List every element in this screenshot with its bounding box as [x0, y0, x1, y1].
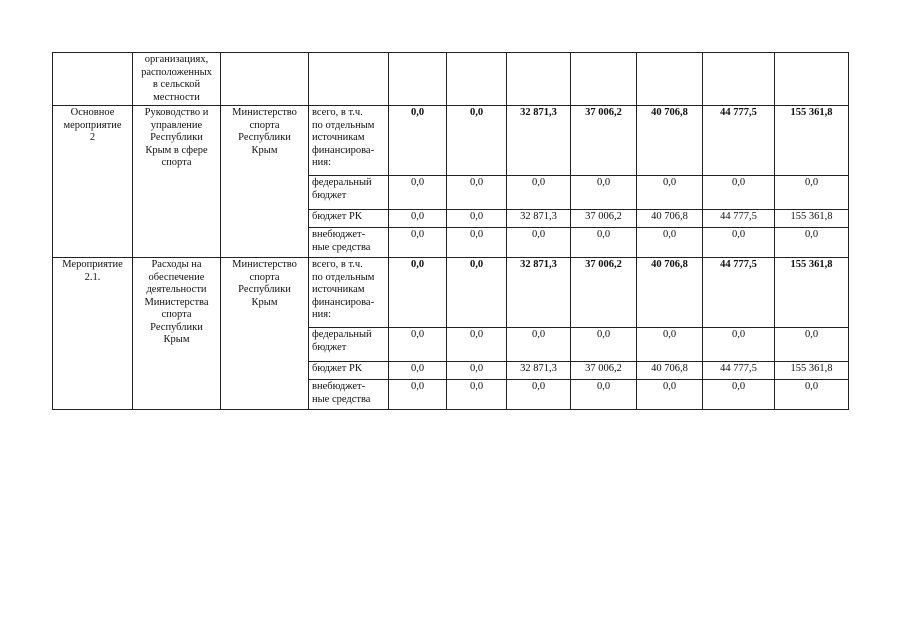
table-cell: [703, 53, 775, 106]
cell-text-line: ния:: [312, 309, 331, 320]
funding-source-cell: [309, 328, 389, 362]
cell-text-line: по отдельным: [312, 271, 375, 283]
table-row: [53, 53, 849, 106]
amount-cell: 0,0: [447, 258, 507, 328]
amount-cell: 0,0: [389, 210, 447, 228]
budget-table: [52, 52, 849, 410]
cell-text-line: бюджет РК: [312, 363, 362, 374]
cell-text-line: по отдельным: [312, 119, 375, 131]
event-name-cell: [133, 258, 221, 410]
cell-text-line: Министерства: [144, 296, 209, 308]
amount-cell: 40 706,8: [637, 362, 703, 380]
cell-text-line: ния:: [312, 157, 331, 168]
cell-text-line: 2: [89, 132, 96, 143]
cell-text-line: всего, в т.ч.: [312, 259, 363, 270]
table-row: [53, 258, 849, 328]
amount-cell: 44 777,5: [703, 258, 775, 328]
amount-cell: 0,0: [637, 228, 703, 258]
amount-cell: 0,0: [447, 210, 507, 228]
amount-cell: 0,0: [389, 380, 447, 410]
amount-cell: 0,0: [571, 176, 637, 210]
amount-cell: 0,0: [571, 328, 637, 362]
event-name-cell: [133, 106, 221, 258]
table-cell: [133, 53, 221, 106]
amount-cell: 0,0: [775, 380, 849, 410]
funding-source-cell: [309, 228, 389, 258]
cell-text-line: внебюджет-: [312, 381, 366, 392]
amount-cell: 32 871,3: [507, 106, 571, 176]
amount-cell: 155 361,8: [775, 258, 849, 328]
cell-text-line: Республики: [150, 321, 203, 333]
cell-text-line: Руководство и: [144, 107, 209, 118]
amount-cell: 0,0: [703, 228, 775, 258]
amount-cell: 0,0: [447, 228, 507, 258]
cell-text-line: Министерство: [232, 259, 297, 270]
cell-text-line: Крым: [251, 144, 278, 156]
amount-cell: 0,0: [637, 380, 703, 410]
cell-text-line: организациях,: [144, 54, 209, 65]
table-cell: [221, 53, 309, 106]
amount-cell: 0,0: [507, 176, 571, 210]
cell-text-line: управление: [150, 119, 203, 131]
cell-text-line: в сельской: [152, 79, 201, 90]
amount-cell: 0,0: [447, 176, 507, 210]
amount-cell: 0,0: [447, 380, 507, 410]
amount-cell: 0,0: [571, 228, 637, 258]
amount-cell: 0,0: [703, 176, 775, 210]
table-row: [53, 106, 849, 176]
cell-text-line: бюджет: [312, 341, 347, 353]
amount-cell: 40 706,8: [637, 210, 703, 228]
cell-text-line: бюджет РК: [312, 211, 362, 222]
cell-text-line: Министерство: [232, 107, 297, 118]
cell-text-line: Мероприятие: [62, 259, 123, 270]
amount-cell: 0,0: [507, 228, 571, 258]
cell-text-line: федеральный: [312, 329, 372, 340]
amount-cell: 0,0: [507, 380, 571, 410]
event-blocks: [53, 106, 849, 410]
amount-cell: 32 871,3: [507, 210, 571, 228]
table-cell: [447, 53, 507, 106]
cell-text-line: Основное: [70, 107, 115, 118]
cell-text-line: Крым: [251, 296, 278, 308]
amount-cell: 0,0: [447, 106, 507, 176]
table-cell: [309, 53, 389, 106]
cell-text-line: федеральный: [312, 177, 372, 188]
cell-text-line: внебюджет-: [312, 229, 366, 240]
amount-cell: 32 871,3: [507, 362, 571, 380]
amount-cell: 44 777,5: [703, 362, 775, 380]
amount-cell: 40 706,8: [637, 106, 703, 176]
cell-text-line: деятельности: [146, 284, 207, 295]
amount-cell: 37 006,2: [571, 210, 637, 228]
amount-cell: 0,0: [775, 176, 849, 210]
amount-cell: 0,0: [447, 362, 507, 380]
amount-cell: 0,0: [389, 258, 447, 328]
table-cell: [507, 53, 571, 106]
cell-text-line: спорта: [161, 157, 192, 168]
funding-source-cell: [309, 210, 389, 228]
amount-cell: 155 361,8: [775, 362, 849, 380]
amount-cell: 37 006,2: [571, 258, 637, 328]
amount-cell: 0,0: [637, 176, 703, 210]
amount-cell: 0,0: [447, 328, 507, 362]
cell-text-line: финансирова-: [312, 296, 375, 308]
amount-cell: 155 361,8: [775, 106, 849, 176]
cell-text-line: Республики: [238, 132, 291, 143]
cell-text-line: финансирова-: [312, 144, 375, 156]
funding-source-cell: [309, 362, 389, 380]
amount-cell: 0,0: [775, 228, 849, 258]
cell-text-line: источникам: [312, 284, 365, 295]
amount-cell: 155 361,8: [775, 210, 849, 228]
amount-cell: 0,0: [775, 328, 849, 362]
executor-cell: [221, 106, 309, 258]
cell-text-line: 2.1.: [84, 271, 101, 283]
amount-cell: 37 006,2: [571, 106, 637, 176]
amount-cell: 0,0: [389, 328, 447, 362]
table-cell: [775, 53, 849, 106]
table-cell: [389, 53, 447, 106]
table-cell: [571, 53, 637, 106]
amount-cell: 0,0: [571, 380, 637, 410]
event-number-cell: [53, 258, 133, 410]
amount-cell: 44 777,5: [703, 210, 775, 228]
cell-text-line: Республики: [238, 284, 291, 295]
amount-cell: 32 871,3: [507, 258, 571, 328]
amount-cell: 0,0: [703, 380, 775, 410]
amount-cell: 0,0: [389, 362, 447, 380]
amount-cell: 0,0: [703, 328, 775, 362]
cell-text-line: расположенных: [141, 66, 212, 78]
amount-cell: 0,0: [507, 328, 571, 362]
cell-text-line: источникам: [312, 132, 365, 143]
amount-cell: 0,0: [389, 106, 447, 176]
event-number-cell: [53, 106, 133, 258]
amount-cell: 0,0: [389, 228, 447, 258]
cell-text-line: Республики: [150, 132, 203, 143]
executor-cell: [221, 258, 309, 410]
cell-text-line: Расходы на: [151, 259, 202, 270]
cell-text-line: Крым: [163, 334, 190, 345]
cell-text-line: мероприятие: [63, 119, 122, 131]
funding-source-cell: [309, 106, 389, 176]
table-cell: [637, 53, 703, 106]
cell-text-line: ные средства: [312, 241, 371, 253]
cell-text-line: обеспечение: [148, 271, 205, 283]
cell-text-line: местности: [153, 91, 200, 103]
cell-text-line: бюджет: [312, 189, 347, 201]
cell-text-line: ные средства: [312, 393, 371, 405]
funding-source-cell: [309, 380, 389, 410]
amount-cell: 37 006,2: [571, 362, 637, 380]
cell-text-line: всего, в т.ч.: [312, 107, 363, 118]
amount-cell: 0,0: [389, 176, 447, 210]
cell-text-line: спорта: [249, 119, 280, 131]
amount-cell: 44 777,5: [703, 106, 775, 176]
amount-cell: 0,0: [637, 328, 703, 362]
funding-source-cell: [309, 258, 389, 328]
cell-text-line: Крым в сфере: [145, 144, 208, 156]
table-cell: [53, 53, 133, 106]
funding-source-cell: [309, 176, 389, 210]
cell-text-line: спорта: [161, 309, 192, 320]
amount-cell: 40 706,8: [637, 258, 703, 328]
cell-text-line: спорта: [249, 271, 280, 283]
